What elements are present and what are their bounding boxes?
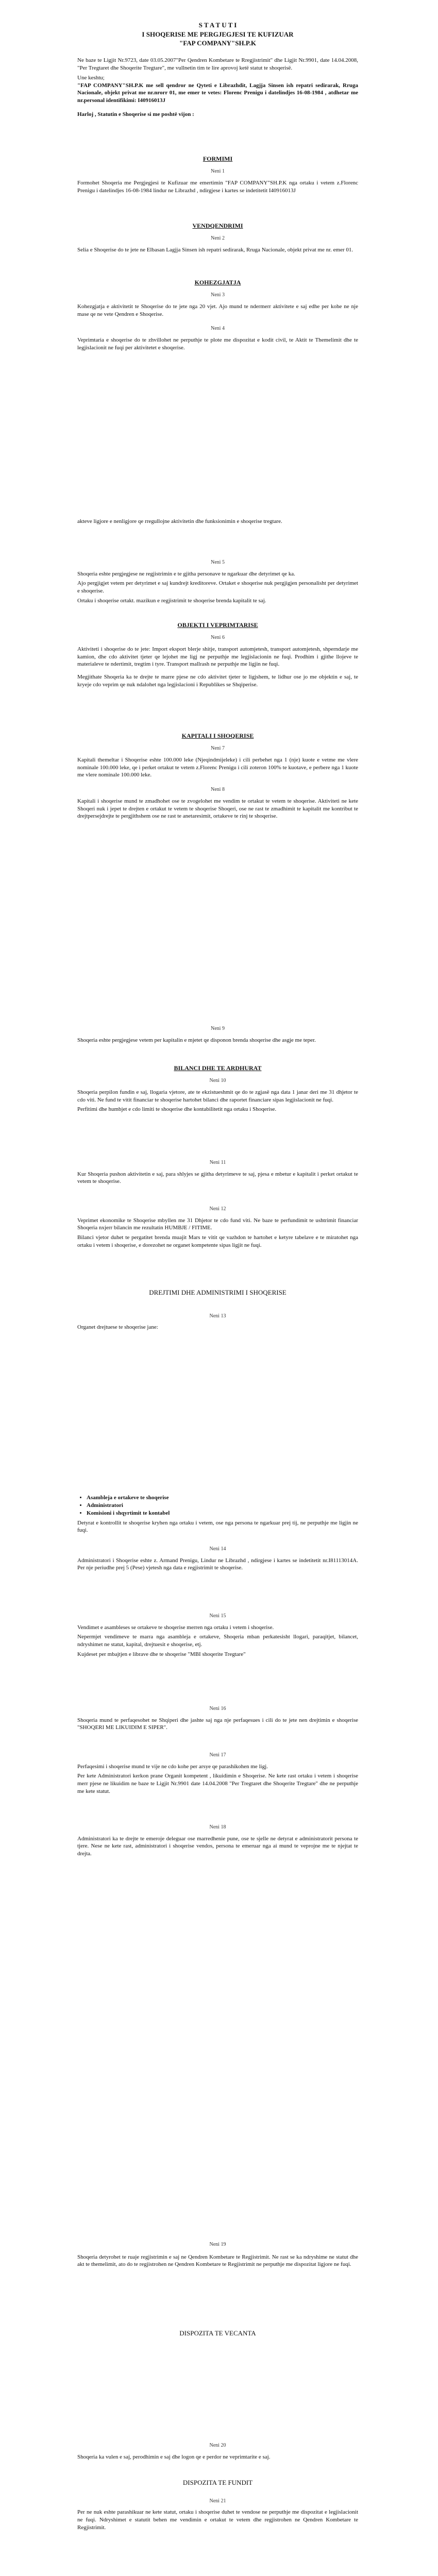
article-text: Veprimet ekonomike te Shoqerise mbyllen me 31 Dhjetor te cdo fund viti. Ne baze te perfundimit te ushtrimit financiar Shoqeria nxjerr bilancin me rezultatin HUMBJE / FITIME. [77,1217,358,1231]
title-line-1: S T A T U T I [198,21,237,29]
section-heading: DISPOZITA TE FUNDIT [182,2479,253,2486]
article-text: Administratori ka te drejte te emeroje deleguar ose marredhenie pune, ose te sjelle ne detyrat e administratorit persona te tjere. Nese ne kete rast, administratori i shoqerise vendos, persona te emeruar nga ai mund te veprojne me te njejtat te drejta. [77,1835,358,1857]
article-text: Shoqeria eshte pergjegjese ne regjistrimin e te gjitha personave te ngarkuar dhe detyrimet qe ka. [77,570,295,577]
article-number: Neni 8 [211,787,225,793]
article-text: Vendimet e asambleses se ortakeve te shoqerise merren nga ortaku i vetem i shoqerise. [77,1624,274,1631]
article-text: Administratori i Shoqerise eshte z. Armand Prenigu, Lindur ne Librazhd , ndirgjese i kartes se indetitetit nr.I81113014A. Per nje periudhe prej 5 (Pese) vjetesh nga data e regjistrimit te shoqerise. [77,1557,358,1571]
article-text: Shoqeria eshte pergjegjese vetem per kapitalin e mjetet qe disponon brenda shoqerise dhe asgje me teper. [77,1037,316,1043]
section-heading: OBJEKTI I VEPRIMTARISE [177,621,258,629]
article-text: Shoqeria detyrohet te ruaje regjistrimin e saj ne Qendren Kombetare te Regjistrimit. Ne rast se ka ndryshime ne statut dhe akt te themelimit, ato do te regjistrohen ne Qendren Kombetare te Regjistrimit ne perputhje me dispozitat ligjore ne fuqi. [77,2253,358,2268]
section-formimi [77,155,358,194]
section-dispozita-vecanta [77,2329,358,2338]
article-11 [77,1159,358,1185]
article-text: Shoqeria ka vulen e saj, perodhimin e saj dhe logon qe e perdor ne veprimtarite e saj. [77,2453,271,2460]
section-heading: FORMIMI [203,155,233,162]
article-text: Perfitimi dhe humbjet e cdo limiti te shoqerise dhe kontabilitetit nga ortaku i Shoqerise. [77,1106,277,1113]
article-number: Neni 18 [209,1824,226,1830]
governing-bodies-list [77,1494,358,1517]
article-text: Megjithate Shoqeria ka te drejte te marre pjese ne cdo aktivitet tjeter te ligjshem, te lidhur ose jo me objektin e saj, te kryeje cdo veprim qe nuk ndalohet nga legjislacioni i Republikes se Shqiperise. [77,674,358,688]
article-number: Neni 9 [211,1026,225,1031]
article-text: Organet drejtuese te shoqerise jane: [77,1324,158,1331]
list-item: • Administratori [87,1502,358,1510]
article-number: Neni 5 [211,560,225,565]
article-number: Neni 13 [209,1313,226,1319]
article-14 [77,1546,358,1572]
article-17 [77,1752,358,1795]
article-number: Neni 3 [211,292,225,298]
article-number: Neni 2 [211,235,225,242]
section-kapitali [77,732,358,820]
article-16 [77,1705,358,1732]
adoption-line: Harloj , Statutin e Shoqerise si me poshtë vijon : [77,111,194,118]
article-15 [77,1613,358,1658]
article-text: Perfaqesimi i shoqerise mund te vije ne cdo kohe per arsye qe parashikohen me ligj. [77,1763,268,1770]
title-line-2: I SHOQERISE ME PERGJEGJESI TE KUFIZUAR [142,30,294,38]
article-number: Neni 10 [209,1078,226,1084]
article-text: Veprimtaria e shoqerise do te zhvillohet ne perputhje te plote me dispozitat e kodit civil, te Aktit te Themelimit dhe te legjislacionit ne fuqi per aktivitetet e shoqerise. [77,336,358,351]
intro-paragraph: Ne baze te Ligjit Nr.9723, date 03.05.2007"Per Qendren Kombetare te Rregjistrimit" dhe Ligjit Nr.9901, date 14.04.2008, "Per Tregtaret dhe Shoqerite Tregtare", me vullnetin tim te lire aprovoj ketë statut te shoqerisë. [77,57,358,71]
document-header [77,21,358,48]
article-number: Neni 20 [209,2443,226,2448]
article-text: Formohet Shoqeria me Pergjegjesi te Kufizuar me emertimin "FAP COMPANY"SH.P.K nga ortaku i vetem z.Florenc Prenigu i datelindjes 16-08-1984 lindur ne Librazhd , ndirgjese i kartes se indetitetit I40916013J [77,179,358,194]
article-text: Per ne nuk eshte parashikuar ne kete statut, ortaku i shoqerise duhet te vendose ne perputhje me dispozitat e legjislacionit ne fuqi. Ndryshimet e statutit behen me vendimin e ortakut te vetem dhe regjistrohen ne Qendren Kombetare te Regjistrimit. [77,2509,358,2531]
article-text: Shoqeria perpilon fundin e saj, llogaria vjetore, ate te ekzistueshmit qe do te zgjasë nga data 1 janar deri me 31 dhjetor te cdo viti. Ne fund te vitit financiar te shoqerise hartohet bilanci dhe raportet financiare sipas legjislacionit ne fuqi. [77,1089,358,1103]
article-number: Neni 4 [211,326,225,332]
article-number: Neni 12 [209,1206,226,1212]
article-number: Neni 7 [211,745,225,752]
section-heading: BILANCI DHE TE ARDHURAT [174,1064,262,1072]
section-objekti [77,621,358,689]
section-heading: DISPOZITA TE VECANTA [179,2329,256,2337]
article-text: Detyrat e kontrollit te shoqerise kryhen nga ortaku i vetem, ose nga persona te ngarkuar prej tij, ne perputhje me ligjin ne fuqi. [77,1519,358,1534]
founder-label: Une keshtu; [77,74,105,81]
article-9 [77,1025,358,1044]
list-item: • Asambleja e ortakeve te shoqerise [87,1494,358,1502]
section-heading: KOHEZGJATJA [194,279,241,286]
section-bilanci [77,1064,358,1113]
article-text: Ortaku i shoqerise ortakt. mazikun e regjistrimit te shoqerise brenda kapitalit te saj. [77,598,266,604]
article-text: Kapitali i shoqerise mund te zmadhohet ose te zvogelohet me vendim te ortakut te vetem te shoqerise. Aktiviteti ne kete Shoqeri nuk i jepet te drejten e ortakut te vetem te shoqerise Shoqeri, ose ne rast te zmadhimit te kapitalit me kontribut te drejtpersejdrejte te pergjithshem ose ne rast te anetaresimit, ortakeve te rinj te shoqerise. [77,798,358,820]
article-text: Selia e Shoqerise do te jete ne Elbasan Lagjja Sinsen ish repatri sedirarak, Rruga Nacionale, objekt privat me nr. emer 01. [77,246,353,253]
governing-bodies [77,1494,358,1534]
list-item: • Komisioni i shqyrtimit te kontabel [87,1510,358,1517]
article-number: Neni 1 [211,168,225,175]
article-text: Kapitali themeltar i Shoqerise eshte 100.000 leke (Njeqindmijeleke) i cili perbehet nga 1 (nje) kuote e vetme me vlere nominale 100.000 leke, qe i perket ortakut te vetem z.Florenc Prenigu i cili zoteron 100% te kuotave, e perbere nga 1 kuote me vlere nominale 100.000 leke. [77,756,358,778]
section-heading: KAPITALI I SHOQERISE [181,732,254,739]
article-text: Kujdeset per mbajtjen e librave dhe te shoqerise "MBI shoqerite Tregtare" [77,1651,246,1658]
article-text: Ajo pergjigjet vetem per detyrimet e saj kundrejt kreditoreve. Ortaket e shoqerise nuk pergjigjen personalisht per detyrimet e shoqerise. [77,580,358,595]
article-number: Neni 6 [211,635,225,641]
article-text: Kohezgjatja e aktivitetit te Shoqerise do te jete nga 20 vjet. Ajo mund te ndermerr aktivitete e saj edhe per kohe ne nje mase qe ne vete Qendren e Shoqerise. [77,303,358,317]
intro-section [77,57,358,118]
article-text: Bilanci vjetor duhet te pergatitet brenda muajit Mars te vitit qe vazhdon te hartohet e ketyre tabelave e te miratohet nga ortaku i vetem i shoqerise, e dorezohet ne organet kompetente sipas ligjit ne fuqi. [77,1234,358,1249]
article-20 [77,2442,358,2461]
page-continuation-text: akteve ligjore e nenligjore qe rregullojne aktivitetin dhe funksionimin e shoqerise tregtare. [77,518,282,524]
article-text: Kur Shoqeria pushon aktivitetin e saj, para shlyjes se gjitha detyrimeve te saj, pjesa e mbetur e kapitalit i perket ortakut te vetem te shoqerise. [77,1171,358,1185]
section-heading: VENDQENDRIMI [192,222,243,229]
article-5 [77,559,358,605]
article-19 [77,2241,358,2268]
section-drejtimi [77,1288,358,1331]
article-text: Aktiviteti i shoqerise do te jete: Import eksport blerje shitje, transport automjetesh, transport automjetesh, shperndarje me kamion, dhe cdo aktivitet tjeter qe lejohet me ligj ne perputhje me legjislacionin ne fuqi. Prodhim i gjithe llojeve te materialeve te ndertimit, tregtim i tyre. Transport mallrash ne perputhje me ligjin ne fuqi. [77,646,358,668]
article-number: Neni 15 [209,1613,226,1619]
article-18 [77,1824,358,1858]
section-kohezgjatja [77,278,358,352]
title-line-3: "FAP COMPANY"SH.P.K [179,39,256,47]
founder-paragraph: "FAP COMPANY"SH.P.K me sell qendror ne Qyteti e Librazhdit, Lagjja Sinsen ish repatri sedirarak, Rruga Nacionale, objekt privat me nr.nrorr 01, me emer te vetes: Florenc Prenigu i datelindjes 16-08-1984 , atdhetar me nr.personal identifikimi: I40916013J [77,82,358,104]
section-heading: DREJTIMI DHE ADMINISTRIMI I SHOQERISE [149,1289,287,1296]
article-number: Neni 11 [209,1160,226,1165]
section-dispozita-fundit [77,2478,358,2532]
article-number: Neni 17 [209,1752,226,1758]
section-vendqendrimi [77,222,358,254]
article-number: Neni 21 [209,2498,226,2504]
article-text: Per kete Administratori kerkon prane Organit kompetent , likuidimin e Shoqerise. Ne kete rast ortaku i vetem i shoqerise merr pjese ne likuidim ne baze te Ligjit Nr.9901 date 14.04.2008 "Per Tregtaret dhe Shoqerite Tregtare" dhe ne perputhje me kete statut. [77,1773,358,1795]
article-text: Shoqeria mund te perfaqesohet ne Shqiperi dhe jashte saj nga nje perfaqesues i cili do te jete nen drejtimin e shoqerise "SHOQERI ME LIKUIDIM E SIPER". [77,1717,358,1731]
article-text: Nepermjet vendimeve te marra nga asambleja e ortakeve, Shoqeria mban perkatesisht llogari, paraqitjet, bilancet, ndryshimet ne statut, kapital, drejtuesit e shoqerise, etj. [77,1634,358,1648]
article-number: Neni 14 [209,1546,226,1552]
article-number: Neni 19 [209,2242,226,2247]
article-number: Neni 16 [209,1706,226,1711]
article-12 [77,1206,358,1249]
